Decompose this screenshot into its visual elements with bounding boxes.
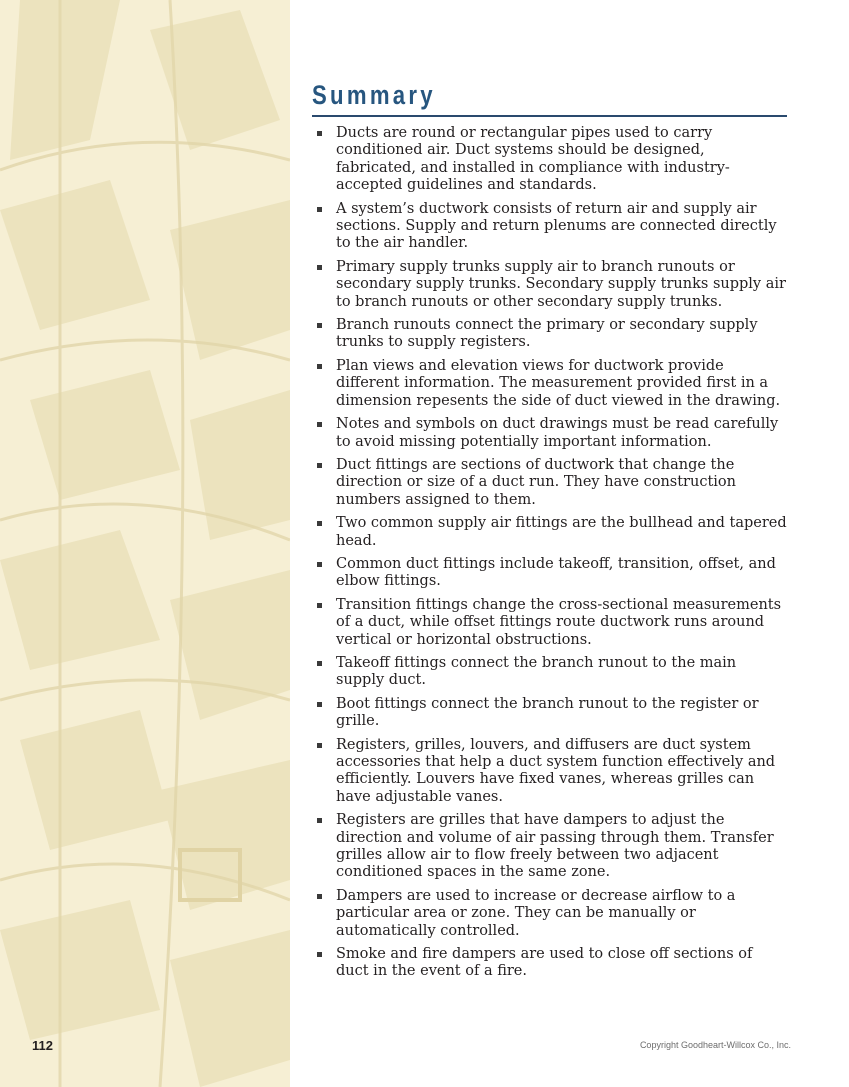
summary-list	[312, 125, 788, 987]
list-item	[312, 317, 788, 352]
list-item	[312, 946, 788, 981]
bullet-square-icon	[317, 131, 322, 136]
bullet-square-icon	[317, 702, 322, 707]
list-item	[312, 812, 788, 882]
bullet-square-icon	[317, 323, 322, 328]
bullet-square-icon	[317, 661, 322, 666]
list-item-text: Takeoff fittings connect the branch runout to the main supply duct.	[336, 654, 737, 689]
list-item	[312, 457, 788, 509]
list-item	[312, 888, 788, 940]
list-item	[312, 737, 788, 807]
list-item-text: Two common supply air fittings are the bullhead and tapered head.	[336, 515, 787, 549]
list-item-text: Primary supply trunks supply air to branch runouts or secondary supply trunks. Secondary supply trunks supply air to branch runouts or other secondary supply trunks.	[336, 258, 786, 310]
ductwork-background-image	[0, 0, 290, 1087]
list-item-text: Registers are grilles that have dampers to adjust the direction and volume of air passing through them. Transfer grilles allow air to flow freely between two adjacent conditioned spaces in the same zone.	[336, 812, 774, 881]
list-item	[312, 556, 788, 591]
list-item	[312, 696, 788, 731]
bullet-square-icon	[317, 743, 322, 748]
bullet-square-icon	[317, 818, 322, 823]
list-item-text: Plan views and elevation views for ductwork provide different information. The measurement provided first in a dimension repesents the side of duct viewed in the drawing.	[336, 357, 781, 409]
page-number: 112	[32, 1038, 53, 1053]
page-title: Summary	[312, 80, 436, 110]
bullet-square-icon	[317, 265, 322, 270]
ductwork-illustration	[0, 0, 290, 1087]
list-item	[312, 125, 788, 195]
list-item	[312, 515, 788, 550]
list-item-text: Registers, grilles, louvers, and diffusers are duct system accessories that help a duct system function effectively and efficiently. Louvers have fixed vanes, whereas grilles can have adjustable vanes.	[336, 736, 776, 805]
list-item-text: Ducts are round or rectangular pipes used to carry conditioned air. Duct systems should be designed, fabricated, and installed in compliance with industry-accepted guidelines and standards.	[336, 125, 730, 194]
list-item	[312, 655, 788, 690]
list-item	[312, 416, 788, 451]
list-item	[312, 259, 788, 311]
bullet-square-icon	[317, 562, 322, 567]
bullet-square-icon	[317, 894, 322, 899]
bullet-square-icon	[317, 422, 322, 427]
bullet-square-icon	[317, 463, 322, 468]
copyright-notice: Copyright Goodheart-Willcox Co., Inc.	[639, 1040, 791, 1050]
bullet-square-icon	[317, 603, 322, 608]
list-item-text: Dampers are used to increase or decrease airflow to a particular area or zone. They can be manually or automatically controlled.	[336, 887, 736, 939]
list-item-text: Common duct fittings include takeoff, transition, offset, and elbow fittings.	[336, 555, 776, 590]
list-item-text: Branch runouts connect the primary or secondary supply trunks to supply registers.	[336, 317, 758, 351]
list-item	[312, 201, 788, 253]
list-item-text: Smoke and fire dampers are used to close off sections of duct in the event of a fire.	[336, 946, 753, 980]
bullet-square-icon	[317, 952, 322, 957]
bullet-square-icon	[317, 207, 322, 212]
bullet-square-icon	[317, 364, 322, 369]
bullet-square-icon	[317, 521, 322, 526]
list-item-text: Notes and symbols on duct drawings must be read carefully to avoid missing potentially important information.	[336, 416, 779, 450]
list-item	[312, 597, 788, 649]
title-divider	[312, 115, 787, 117]
list-item-text: Transition fittings change the cross-sectional measurements of a duct, while offset fittings route ductwork runs around vertical or horizontal obstructions.	[336, 596, 782, 648]
list-item-text: Boot fittings connect the branch runout to the register or grille.	[336, 695, 759, 730]
list-item-text: A system’s ductwork consists of return air and supply air sections. Supply and return plenums are connected directly to the air handler.	[336, 200, 777, 252]
list-item	[312, 358, 788, 410]
list-item-text: Duct fittings are sections of ductwork that change the direction or size of a duct run. They have construction numbers assigned to them.	[336, 456, 736, 508]
